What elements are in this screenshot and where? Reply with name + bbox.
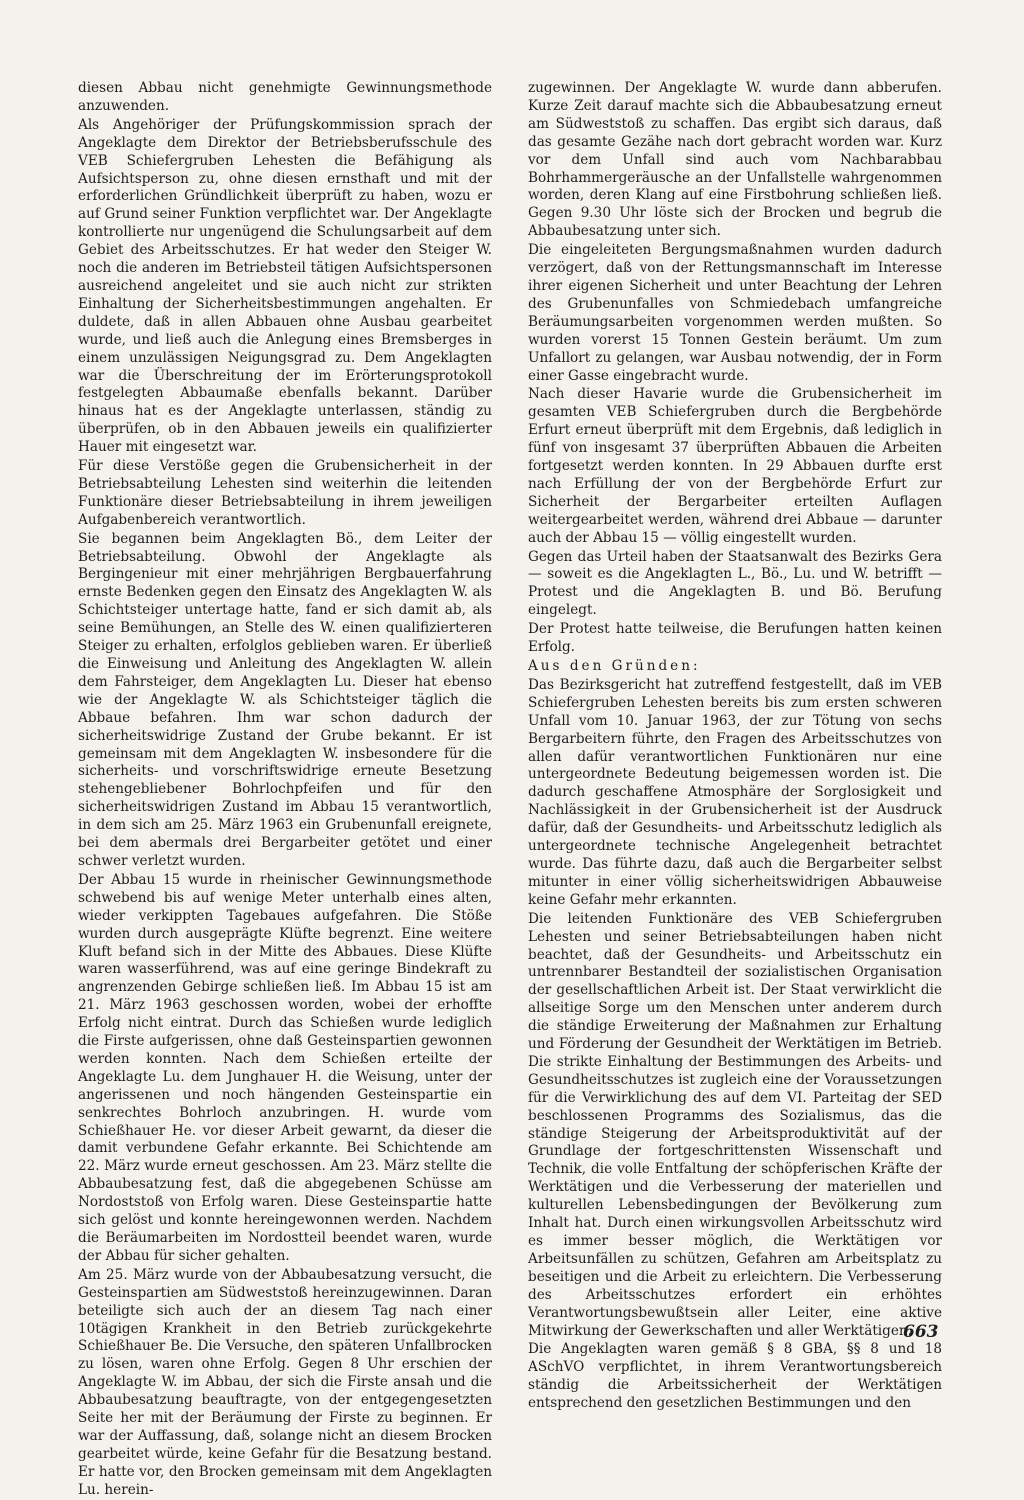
paragraph: zugewinnen. Der Angeklagte W. wurde dann abberufen. Kurze Zeit darauf machte sich die Abbaubesatzung erneut am Südweststoß zu schaffen. Das ergibt sich daraus, daß das gesamte Gezähe nach dort gebracht worden war. Kurz vor dem Unfall sind auch vom Nachbarabbau Bohrhammergeräusche an der Unfallstelle wahrgenommen worden, deren Klang auf eine Firstbohrung schließen ließ. Gegen 9.30 Uhr löste sich der Brocken und begrub die Abbaubesatzung unter sich. [528,80,942,240]
paragraph: Der Abbau 15 wurde in rheinischer Gewinnungsmethode schwebend bis auf wenige Meter unterhalb eines alten, wieder verkippten Tagebaues aufgefahren. Die Stöße wurden durch ausgeprägte Klüfte begrenzt. Eine weitere Kluft befand sich in der Mitte des Abbaues. Diese Klüfte waren wasserführend, was auf eine geringe Bindekraft zu angrenzenden Gebirge schließen ließ. Im Abbau 15 ist am 21. März 1963 geschossen worden, wobei der erhoffte Erfolg nicht eintrat. Durch das Schießen wurde lediglich die Firste aufgerissen, ohne daß Gesteinspartien gewonnen werden konnten. Nach dem Schießen erteilte der Angeklagte Lu. dem Junghauer H. die Weisung, unter der angerissenen und noch hängenden Gesteinspartie ein senkrechtes Bohrloch anzubringen. H. wurde vom Schießhauer He. vor dieser Arbeit gewarnt, da dieser die damit verbundene Gefahr erkannte. Bei Schichtende am 22. März wurde erneut geschossen. Am 23. März stellte die Abbaubesatzung fest, daß die abgegebenen Schüsse am Nordoststoß von Erfolg waren. Diese Gesteinspartie hatte sich gelöst und konnte hereingewonnen werden. Nachdem die Beräumarbeiten im Nordostteil beendet waren, wurde der Abbau für sicher gehalten. [78,871,492,1264]
paragraph: Nach dieser Havarie wurde die Grubensicherheit im gesamten VEB Schiefergruben durch die Bergbehörde Erfurt erneut überprüft mit dem Ergebnis, daß lediglich in fünf von insgesamt 37 überprüften Abbauen die Arbeiten fortgesetzt werden konnten. In 29 Abbauen durfte erst nach Erfüllung der von der Bergbehörde Erfurt zur Sicherheit der Bergarbeiter erteilten Auflagen weitergearbeitet werden, während drei Abbaue — darunter auch der Abbau 15 — völlig eingestellt wurden. [528,386,942,546]
paragraph: diesen Abbau nicht genehmigte Gewinnungsmethode anzuwenden. [78,80,492,114]
paragraph: Am 25. März wurde von der Abbaubesatzung versucht, die Gesteinspartien am Südweststoß hereinzugewinnen. Daran beteiligte sich auch der an diesem Tag nach einer 10tägigen Krankheit in den Betrieb zurückgekehrte Schießhauer Be. Die Versuche, den späteren Unfallbrocken zu lösen, waren ohne Erfolg. Gegen 8 Uhr erschien der Angeklagte W. im Abbau, der sich die Firste ansah und die Abbaubesatzung beauftragte, von der entgegengesetzten Seite her mit der Beräumung der Firste zu beginnen. Er war der Auffassung, daß, solange nicht an diesem Brocken gearbeitet würde, keine Gefahr für die Besatzung bestand. Er hatte vor, den Brocken gemeinsam mit dem Angeklagten Lu. herein- [78,1266,492,1498]
paragraph: Das Bezirksgericht hat zutreffend festgestellt, daß im VEB Schiefergruben Lehesten bereits bis zum ersten schweren Unfall vom 10. Januar 1963, der zur Tötung von sechs Bergarbeitern führte, den Fragen des Arbeitsschutzes von allen dafür verantwortlichen Funktionären nur eine untergeordnete Bedeutung beigemessen worden ist. Die dadurch geschaffene Atmosphäre der Sorglosigkeit und Nachlässigkeit in der Grubensicherheit ist der Ausdruck dafür, daß der Gesundheits- und Arbeitsschutz lediglich als untergeordnete technische Angelegenheit betrachtet wurde. Das führte dazu, daß auch die Bergarbeiter selbst mitunter in einer völlig sicherheitswidrigen Abbauweise keine Gefahr mehr erkannten. [528,676,942,908]
paragraph: Der Protest hatte teilweise, die Berufungen hatten keinen Erfolg. [528,621,942,656]
paragraph: Die eingeleiteten Bergungsmaßnahmen wurden dadurch verzögert, daß von der Rettungsmannschaft im Interesse ihrer eigenen Sicherheit und unter Beachtung der Lehren des Grubenunfalles von Schmiedebach umfangreiche Beräumungsarbeiten vorgenommen werden mußten. So wurden vorerst 15 Tonnen Gestein beräumt. Um zum Unfallort zu gelangen, war Ausbau notwendig, der in Form einer Gasse eingebracht wurde. [528,242,942,384]
paragraph: Gegen das Urteil haben der Staatsanwalt des Bezirks Gera — soweit es die Angeklagten L., Bö., Lu. und W. betrifft — Protest und die Angeklagten B. und Bö. Berufung eingelegt. [528,548,942,619]
paragraph: Als Angehöriger der Prüfungskommission sprach der Angeklagte dem Direktor der Betriebsberufsschule des VEB Schiefergruben Lehesten die Befähigung als Aufsichtsperson zu, ohne diesen ernsthaft und mit der erforderlichen Gründlichkeit überprüft zu haben, wozu er auf Grund seiner Funktion verpflichtet war. Der Angeklagte kontrollierte nur ungenügend die Schulungsarbeit auf dem Gebiet des Arbeitsschutzes. Er hat weder den Steiger W. noch die anderen im Betriebsteil tätigen Aufsichtspersonen ausreichend angeleitet und sie auch nicht zur strikten Einhaltung der Sicherheitsbestimmungen angehalten. Er duldete, daß in allen Abbauen ohne Ausbau gearbeitet wurde, und ließ auch die Anlegung eines Bremsberges in einem unzulässigen Neigungsgrad zu. Dem Angeklagten war die Überschreitung der im Erörterungsprotokoll festgelegten Abbaumaße ebenfalls bekannt. Darüber hinaus hat es der Angeklagte unterlassen, ständig zu überprüfen, ob in den Abbauen jeweils ein qualifizierter Hauer mit eingesetzt war. [78,116,492,456]
right-column [528,80,942,1413]
paragraph: Die leitenden Funktionäre des VEB Schiefergruben Lehesten und seiner Betriebsabteilungen haben nicht beachtet, daß der Gesundheits- und Arbeitsschutz ein untrennbarer Bestandteil der sozialistischen Organisation der gesellschaftlichen Arbeit ist. Der Staat verwirklicht die allseitige Sorge um den Menschen unter anderem durch die ständige Erweiterung der Maßnahmen zur Erhaltung und Förderung der Gesundheit der Werktätigen im Betrieb. Die strikte Einhaltung der Bestimmungen des Arbeits- und Gesundheitsschutzes ist zugleich eine der Voraussetzungen für die Verwirklichung des auf dem VI. Parteitag der SED beschlossenen Programms des Sozialismus, das die ständige Steigerung der Arbeitsproduktivität auf der Grundlage der fortgeschrittensten Wissenschaft und Technik, die volle Entfaltung der schöpferischen Kräfte der Werktätigen und die Verbesserung der materiellen und kulturellen Lebensbedingungen der Bevölkerung zum Inhalt hat. Durch einen wirkungsvollen Arbeitsschutz wird es immer besser möglich, die Werktätigen vor Arbeitsunfällen zu schützen, Gefahren am Arbeitsplatz zu beseitigen und die Arbeit zu erleichtern. Die Verbesserung des Arbeitsschutzes erfordert ein erhöhtes Verantwortungsbewußtsein aller Leiter, eine aktive Mitwirkung der Gewerkschaften und aller Werktätigen. [528,910,942,1339]
left-column [78,80,492,1500]
paragraph: Für diese Verstöße gegen die Grubensicherheit in der Betriebsabteilung Lehesten sind weiterhin die leitenden Funktionäre dieser Betriebsabteilung in ihrem jeweiligen Aufgabenbereich verantwortlich. [78,458,492,528]
paragraph: Die Angeklagten waren gemäß § 8 GBA, §§ 8 und 18 ASchVO verpflichtet, in ihrem Verantwortungsbereich ständig die Arbeitssicherheit der Werktätigen entsprechend den gesetzlichen Bestimmungen und den [528,1341,942,1412]
paragraph: Sie begannen beim Angeklagten Bö., dem Leiter der Betriebsabteilung. Obwohl der Angeklagte als Bergingenieur mit einer mehrjährigen Bergbauerfahrung ernste Bedenken gegen den Einsatz des Angeklagten W. als Schichtsteiger untertage hatte, fand er sich damit ab, als seine Bemühungen, an Stelle des W. einen qualifizierteren Steiger zu erhalten, erfolglos geblieben waren. Er überließ die Einweisung und Anleitung des Angeklagten W. allein dem Fahrsteiger, dem Angeklagten Lu. Dieser hat ebenso wie der Angeklagte W. als Schichtsteiger täglich die Abbaue befahren. Ihm war schon dadurch der sicherheitswidrige Zustand der Grube bekannt. Er ist gemeinsam mit dem Angeklagten W. insbesondere für die sicherheits- und vorschriftswidrige erneute Besetzung stehengebliebener Bohrlochpfeifen und für den sicherheitswidrigen Zustand im Abbau 15 verantwortlich, in dem sich am 25. März 1963 ein Grubenunfall ereignete, bei dem abermals drei Bergarbeiter getötet und einer schwer verletzt wurden. [78,530,492,869]
section-heading: Aus den Gründen: [528,658,701,674]
page-number: 663 [903,1322,939,1342]
